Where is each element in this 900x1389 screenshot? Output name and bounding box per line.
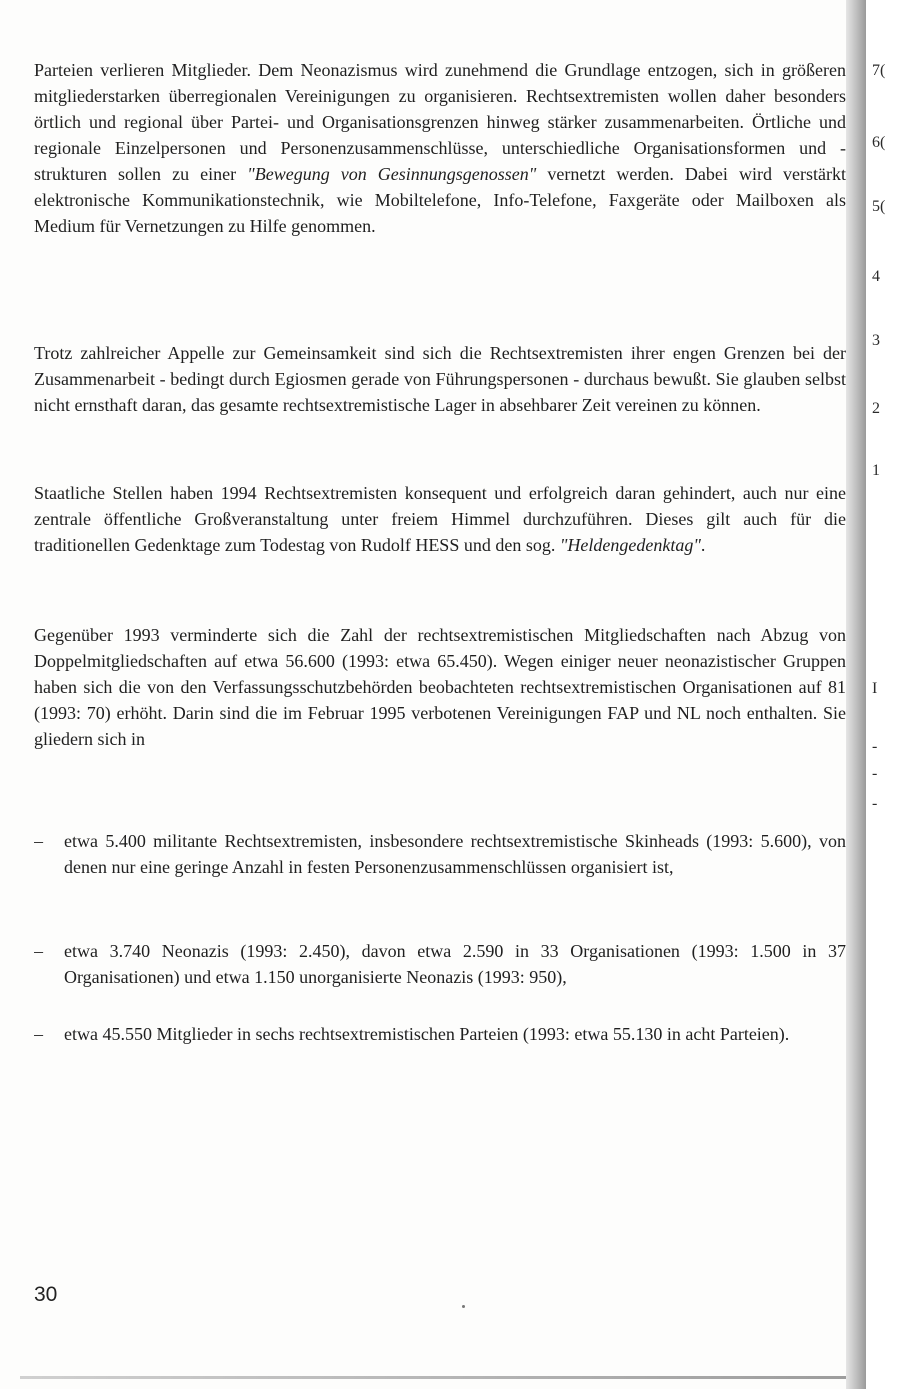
paragraph-networking-part-2: vernetzt werden. Dabei wird verstärkt elektronische Kommunikationstechnik, wie Mobiltelefone, Info-Telefone, Faxgeräte oder Mailboxen als Medium für Vernetzungen zu Hilfe genommen. bbox=[34, 164, 846, 236]
book-spine-shadow bbox=[846, 0, 866, 1389]
list-item-text: etwa 3.740 Neonazis (1993: 2.450), davon etwa 2.590 in 33 Organisationen (1993: 1.500 in 37 Organisationen) und etwa 1.150 unorganisierte Neonazis (1993: 950), bbox=[64, 941, 846, 987]
facing-page-fragment: 7( bbox=[872, 62, 886, 79]
facing-page-fragment: 5( bbox=[872, 198, 886, 215]
list-item bbox=[34, 828, 846, 880]
facing-page-fragment: 3 bbox=[872, 332, 880, 349]
facing-page-fragment: - bbox=[872, 795, 878, 812]
page-number: 30 bbox=[34, 1283, 58, 1306]
quote-heldengedenktag: "Heldengedenktag" bbox=[559, 535, 701, 555]
scan-speck bbox=[462, 1305, 465, 1308]
list-item-text: etwa 45.550 Mitglieder in sechs rechtsextremistischen Parteien (1993: etwa 55.130 in acht Parteien). bbox=[64, 1024, 790, 1044]
facing-page-fragment: 6( bbox=[872, 134, 886, 151]
list-item bbox=[34, 1021, 846, 1047]
facing-page-fragment: 4 bbox=[872, 268, 880, 285]
quote-bewegung: "Bewegung von Gesinnungsgenossen" bbox=[247, 164, 537, 184]
list-item bbox=[34, 938, 846, 990]
paragraph-state-measures-part-2: . bbox=[700, 535, 706, 555]
paragraph-state-measures-part-1: Staatliche Stellen haben 1994 Rechtsextremisten konsequent und erfolgreich daran gehindert, auch nur eine zentrale öffentliche Großveranstaltung unter freiem Himmel durchzuführen. Dieses gilt auch für die traditionellen Gedenktage zum Todestag von Rudolf HESS und den sog. bbox=[34, 483, 846, 555]
list-bullet: – bbox=[34, 831, 43, 851]
facing-page-fragment: 2 bbox=[872, 400, 880, 417]
paragraph-cooperation-limits: Trotz zahlreicher Appelle zur Gemeinsamkeit sind sich die Rechtsextremisten ihrer engen Grenzen bei der Zusammenarbeit - bedingt durch Egiosmen gerade von Führungspersonen - durchaus bewußt. Sie glauben selbst nicht ernsthaft daran, das gesamte rechtsextremistische Lager in absehbarer Zeit vereinen zu können. bbox=[34, 343, 846, 415]
paragraph-networking-part-1: Parteien verlieren Mitglieder. Dem Neonazismus wird zunehmend die Grundlage entzogen, sich in größeren mitgliederstarken überregionalen Vereinigungen zu organisieren. Rechtsextremisten wollen daher besonders örtlich und regional über Partei- und Organisationsgrenzen hinweg stärker zusammenarbeiten. Örtliche und regionale Einzelpersonen und Personenzusammenschlüsse, unterschiedliche Organisationsformen und -strukturen sollen zu einer bbox=[34, 60, 846, 184]
paragraph-networking bbox=[34, 57, 846, 239]
facing-page-fragment: - bbox=[872, 765, 878, 782]
facing-page-fragment: I bbox=[872, 680, 878, 697]
list-bullet: – bbox=[34, 1024, 43, 1044]
paragraph-membership-statistics: Gegenüber 1993 verminderte sich die Zahl der rechtsextremistischen Mitgliedschaften nach Abzug von Doppelmitgliedschaften auf etwa 56.600 (1993: etwa 65.450). Wegen einiger neuer neonazistischer Gruppen haben sich die von den Verfassungsschutzbehörden beobachteten rechtsextremistischen Organisationen auf 81 (1993: 70) erhöht. Darin sind die im Februar 1995 verbotenen Vereinigungen FAP und NL noch enthalten. Sie gliedern sich in bbox=[34, 625, 846, 749]
list-bullet: – bbox=[34, 941, 43, 961]
paragraph-state-measures bbox=[34, 480, 846, 558]
facing-page-fragment: - bbox=[872, 738, 878, 755]
page-bottom-edge bbox=[20, 1376, 846, 1379]
facing-page-fragment: 1 bbox=[872, 462, 880, 479]
list-item-text: etwa 5.400 militante Rechtsextremisten, insbesondere rechtsextremistische Skinheads (1993: 5.600), von denen nur eine geringe Anzahl in festen Personenzusammenschlüssen organisiert ist, bbox=[64, 831, 846, 877]
facing-page-edge bbox=[866, 0, 900, 1389]
